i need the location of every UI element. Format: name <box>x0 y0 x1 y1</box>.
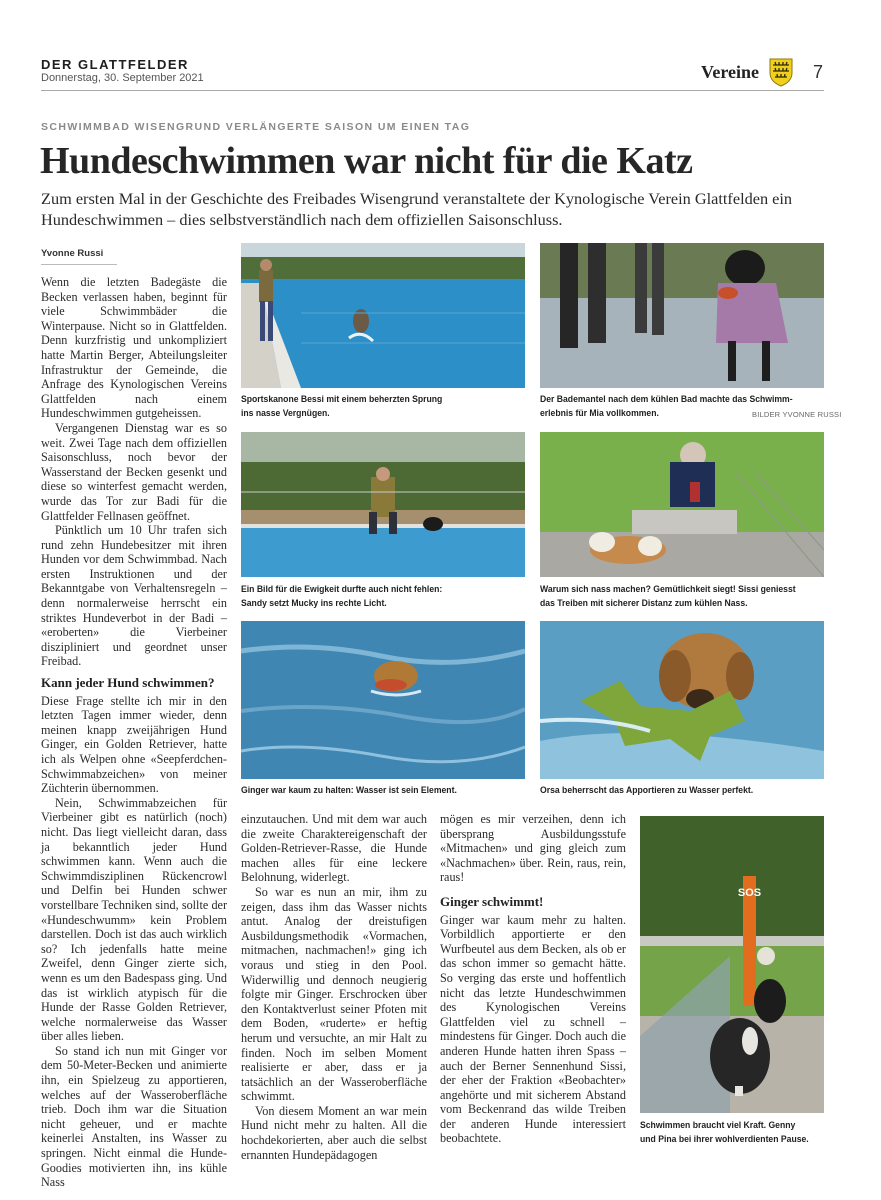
paragraph: Nein, Schwimmabzeichen für Vierbeiner gibt es natürlich (noch) nicht. Das liegt vielleicht daran, dass ja bekanntlich jeder Hund schwimmen kann. Wenn auch die Schwimmdisziplinen Rückencrowl und Delfin bei Hunden schwer vorstellbare Techniken sind, sollte der «Hundeschwumm» kein Problem darstellen. Doch ist das auch wirklich so? Ich jedenfalls hatte meine Zweifel, denn Ginger zierte sich, wenn es um den Badespass ging. Und das ist wirklich atypisch für die Hunde der Rasse Golden Retriever, welche normalerweise das Wasser über alles lieben. <box>41 795 227 1044</box>
photo-caption: Sportskanone Bessi mit einem beherzten Sprung ins nasse Vergnügen. <box>241 393 443 418</box>
header-rule <box>41 90 824 91</box>
photo-caption: Ein Bild für die Ewigkeit durfte auch nicht fehlen: Sandy setzt Mucky ins rechte Licht. <box>241 583 443 608</box>
dog-bathrobe-image <box>540 243 824 388</box>
photo-genny-pina <box>640 816 824 1113</box>
sos-sign-text: SOS <box>737 887 762 899</box>
paragraph: So stand ich nun mit Ginger vor dem 50-Meter-Becken und animierte ihn, ein Spielzeug zu apportieren, welches auf der Wasseroberfläche trieb. Doch ihm war die Situation nicht geheuer, und er machte keinerlei Anstalten, ins Wasser zu springen. Nicht einmal die Hunde-Goodies motivierten ihn, ins kühle Nass <box>41 1043 227 1190</box>
photo-mia-bathrobe <box>540 243 824 388</box>
byline: Yvonne Russi <box>41 248 104 259</box>
photo-caption: Der Bademantel nach dem kühlen Bad machte das Schwimm- erlebnis für Mia vollkommen. <box>540 393 793 418</box>
subheading: Ginger schwimmt! <box>440 893 544 909</box>
article-column-1 <box>41 275 227 1190</box>
photo-bessi-jump <box>241 243 525 388</box>
article-kicker: SCHWIMMBAD WISENGRUND VERLÄNGERTE SAISON UM EINEN TAG <box>41 121 471 133</box>
article-headline: Hundeschwimmen war nicht für die Katz <box>40 140 693 182</box>
paragraph: So war es nun an mir, ihm zu zeigen, dass ihm das Wasser nichts antut. Analog der dreistufigen Ausbildungsmethodik «Vormachen, mitmachen, nachmachen!» ging ich voraus und stieg in den Pool. Widerwillig und dennoch neugierig folgte mir Ginger. Erschrocken über den Kontaktverlust seiner Pfoten mit dem Boden, «ruderte» er heftig herum und versuchte, an mir Halt zu finden. Noch im selben Moment realisierte er aber, dass er ja tatsächlich an der Wasseroberfläche schwimmt. <box>241 884 427 1104</box>
paper-name: DER GLATTFELDER <box>41 57 189 72</box>
subheading: Kann jeder Hund schwimmen? <box>41 675 215 691</box>
photo-caption: Orsa beherrscht das Apportieren zu Wasser perfekt. <box>540 784 754 795</box>
issue-date: Donnerstag, 30. September 2021 <box>41 72 204 84</box>
photo-ginger-swim <box>241 621 525 779</box>
page-number: 7 <box>812 62 823 82</box>
pool-edge-image <box>241 432 525 577</box>
photo-sandy-mucky <box>241 432 525 577</box>
paragraph: Diese Frage stellte ich mir in den letzten Tagen immer wieder, denn meinen knapp zweijährigen Hund Ginger, ein Golden Retriever, hatte ich als Welpen ohne «Seepferdchen-Schwimmabzeichen» von meiner Züchterin übernommen. <box>41 693 227 796</box>
paragraph: Vergangenen Dienstag war es so weit. Zwei Tage nach dem offiziellen Saisonschluss, noch bevor der Wasserstand der Becken gesenkt und diese so winterfest gemacht werden, wurde das Tor zur Badi für die Glattfelder Fellnasen geöffnet. <box>41 420 227 523</box>
section-header <box>701 58 823 87</box>
article-column-2 <box>241 812 427 1162</box>
photo-caption: Warum sich nass machen? Gemütlichkeit siegt! Sissi geniesst das Treiben mit sicherer Distanz zum kühlen Nass. <box>540 583 796 608</box>
paragraph: Pünktlich um 10 Uhr trafen sich rund zehn Hundebesitzer mit ihren Hunden vor dem Schwimmbad. Nach ersten Instruktionen und der Bekanntgabe von Verhaltensregeln – denn normalerweise herrscht ein striktes Hundeverbot in der Badi – «eroberten» die Vierbeiner diszipliniert und geordnet unser Freibad. <box>41 523 227 669</box>
paragraph: Wenn die letzten Badegäste die Becken verlassen haben, beginnt für viele Schwimmbäder die Winterpause. Nicht so in Glattfelden. Denn kurzfristig und unkompliziert hatte Martin Berger, Abteilungsleiter Infrastruktur der Gemeinde, die Anfrage des Kynologischen Vereins Glattfelden nach einem Hundeschwimmen gutgeheissen. <box>41 275 227 421</box>
article-column-3 <box>440 812 626 1146</box>
photo-sissi-relax <box>540 432 824 577</box>
section-name: Vereine <box>700 62 759 82</box>
paragraph: einzutauchen. Und mit dem war auch die zweite Charaktereigenschaft der Golden-Retriever-Rasse, die Hunde machen alles für eine leckere Belohnung, widerlegt. <box>241 812 427 885</box>
dogs-resting-image <box>640 816 824 1113</box>
coat-of-arms-icon <box>769 58 793 87</box>
dog-on-bench-image <box>540 432 824 577</box>
dog-with-toy-image <box>540 621 824 779</box>
byline-rule <box>41 264 117 265</box>
photo-caption: Ginger war kaum zu halten: Wasser ist sein Element. <box>241 784 457 795</box>
paragraph: Von diesem Moment an war mein Hund nicht mehr zu halten. All die hochdekorierten, aber auch die selbst ernannten Hundepädagogen <box>241 1103 427 1162</box>
dog-swimming-image <box>241 621 525 779</box>
photo-caption: Schwimmen braucht viel Kraft. Genny und Pina bei ihrer wohlverdienten Pause. <box>640 1119 809 1144</box>
paragraph: mögen es mir verzeihen, denn ich übersprang Ausbildungsstufe «Mitmachen» und ging gleich zum «Nachmachen» über. Rein, raus, rein, raus! <box>440 812 626 885</box>
article-lead: Zum ersten Mal in der Geschichte des Freibades Wisengrund veranstaltete der Kynologische Verein Glattfelden ein Hundeschwimmen – dies selbstverständlich nach dem offiziellen Saisonschluss. <box>41 189 793 229</box>
pool-scene-image <box>241 243 525 388</box>
photo-credit: BILDER YVONNE RUSSI <box>752 410 842 419</box>
photo-orsa-fetch <box>540 621 824 779</box>
masthead <box>41 58 204 85</box>
paragraph: Ginger war kaum mehr zu halten. Vorbildlich apportierte er den Wurfbeutel aus dem Becken, als ob er das schon immer so gemacht hätte. So verging das erste und hoffentlich nicht das letzte Hundeschwimmen des Kynologischen Vereins Glattfelden viel zu schnell – mindestens für Ginger. Doch auch die anderen Hunde hatten ihren Spass – auch der Berner Sennenhund Sissi, der eher der Fraktion «Beobachter» angehörte und mit sicherem Abstand vom Beckenrand das wilde Treiben der anderen Hunde interessiert beobachtete. <box>440 912 626 1146</box>
